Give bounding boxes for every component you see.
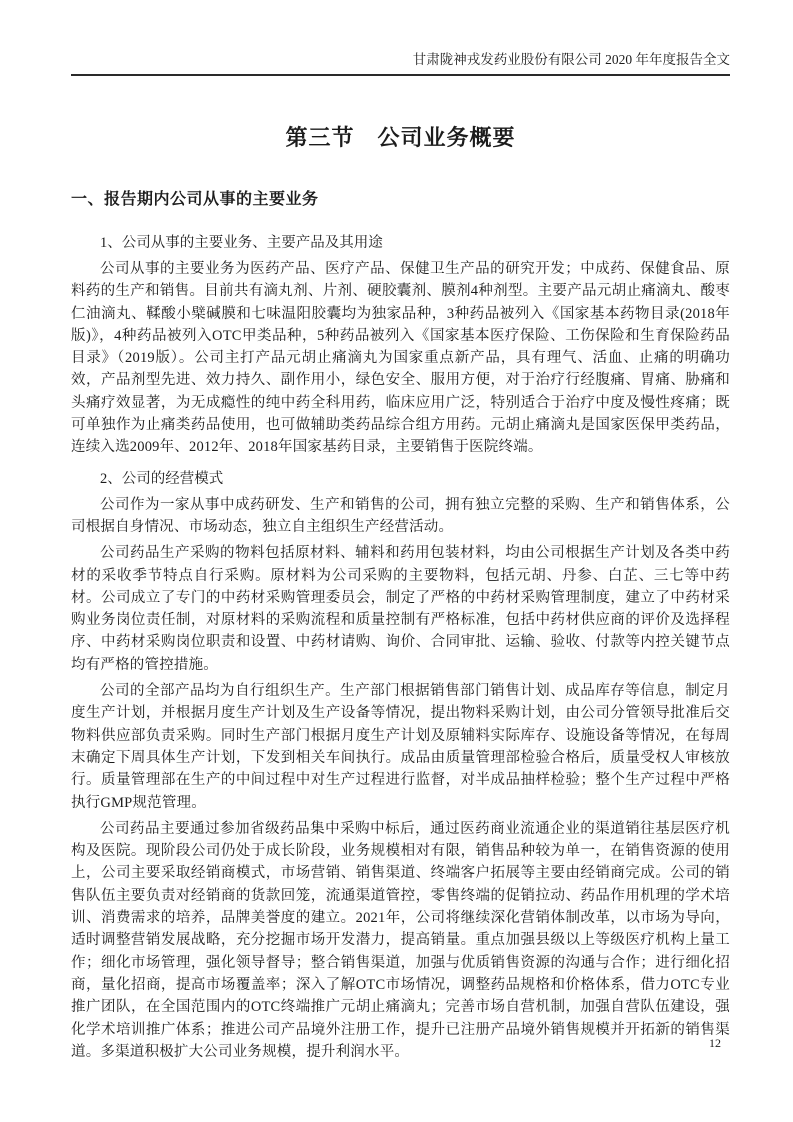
- paragraph-production: 公司的全部产品均为自行组织生产。生产部门根据销售部门销售计划、成品库存等信息，制定月度生产计划，并根据月度生产计划及生产设备等情况，提出物料采购计划，由公司分管领导批准后交物料供应部负责采购。同时生产部门根据月度生产计划及原辅料实际库存、设施设备等情况，在每周末确定下周具体生产计划，下发到相关车间执行。成品由质量管理部检验合格后，质量受权人审核放行。质量管理部在生产的中间过程中对生产过程进行监督，对半成品抽样检验；整个生产过程中严格执行GMP规范管理。: [71, 683, 730, 811]
- paragraph-operating-model: 公司作为一家从事中成药研发、生产和销售的公司，拥有独立完整的采购、生产和销售体系，公司根据自身情况、市场动态，独立自主组织生产经营活动。: [71, 496, 730, 535]
- subsection-2-heading: 2、公司的经营模式: [100, 470, 224, 487]
- page-number: 12: [709, 1036, 721, 1050]
- paragraph-main-business: 公司从事的主要业务为医药产品、医疗产品、保健卫生产品的研究开发；中成药、保健食品、原料药的生产和销售。目前共有滴丸剂、片剂、硬胶囊剂、膜剂4种剂型。主要产品元胡止痛滴丸、酸枣仁油滴丸、鞣酸小檗碱膜和七味温阳胶囊均为独家品种，3种药品被列入《国家基本药物目录(2018年版)》，4种药品被列入OTC甲类品种，5种药品被列入《国家基本医疗保险、工伤保险和生育保险药品目录》（2019版）。公司主打产品元胡止痛滴丸为国家重点新产品，具有理气、活血、止痛的明确功效，产品剂型先进、效力持久、副作用小，绿色安全、服用方便，对于治疗行经腹痛、胃痛、胁痛和头痛疗效显著，为无成瘾性的纯中药全科用药，临床应用广泛，特别适合于治疗中度及慢性疼痛；既可单独作为止痛类药品使用，也可做辅助类药品综合组方用药。元胡止痛滴丸是国家医保甲类药品，连续入选2009年、2012年、2018年国家基药目录，主要销售于医院终端。: [71, 261, 730, 456]
- report-header-title: 甘肃陇神戎发药业股份有限公司 2020 年年度报告全文: [412, 52, 730, 67]
- subsection-1-heading: 1、公司从事的主要业务、主要产品及其用途: [100, 235, 383, 251]
- section-heading-main-business: 一、报告期内公司从事的主要业务: [71, 191, 319, 208]
- paragraph-sales: 公司药品主要通过参加省级药品集中采购中标后，通过医药商业流通企业的渠道销往基层医疗机构及医院。现阶段公司仍处于成长阶段，业务规模相对有限，销售品种较为单一，在销售资源的使用上，公司主要采取经销商模式，市场营销、销售渠道、终端客户拓展等主要由经销商完成。公司的销售队伍主要负责对经销商的货款回笼，流通渠道管控，零售终端的促销拉动、药品作用机理的学术培训、消费需求的培养，品牌美誉度的建立。2021年，公司将继续深化营销体制改革，以市场为导向，适时调整营销发展战略，充分挖掘市场开发潜力，提高销量。重点加强县级以上等级医疗机构上量工作；细化市场管理，强化领导督导；整合销售渠道，加强与优质销售资源的沟通与合作；进行细化招商，量化招商，提高市场覆盖率；深入了解OTC市场情况，调整药品规格和价格体系，借力OTC专业推广团队，在全国范围内的OTC终端推广元胡止痛滴丸；完善市场自营机制，加强自营队伍建设，强化学术培训推广体系；推进公司产品境外注册工作，提升已注册产品境外销售规模并开拓新的销售渠道。多渠道积极扩大公司业务规模，提升利润水平。: [71, 820, 730, 1060]
- chapter-title: 第三节 公司业务概要: [285, 125, 516, 150]
- paragraph-procurement: 公司药品生产采购的物料包括原材料、辅料和药用包装材料，均由公司根据生产计划及各类中药材的采收季节特点自行采购。原材料为公司采购的主要物料，包括元胡、丹参、白芷、三七等中药材。公司成立了专门的中药材采购管理委员会，制定了严格的中药材采购管理制度，建立了中药材采购业务岗位责任制，对原材料的采购流程和质量控制有严格标准，包括中药材供应商的评价及选择程序、中药材采购岗位职责和设置、中药材请购、询价、合同审批、运输、验收、付款等内控关键节点均有严格的管控措施。: [71, 545, 730, 673]
- header-rule: [71, 74, 730, 76]
